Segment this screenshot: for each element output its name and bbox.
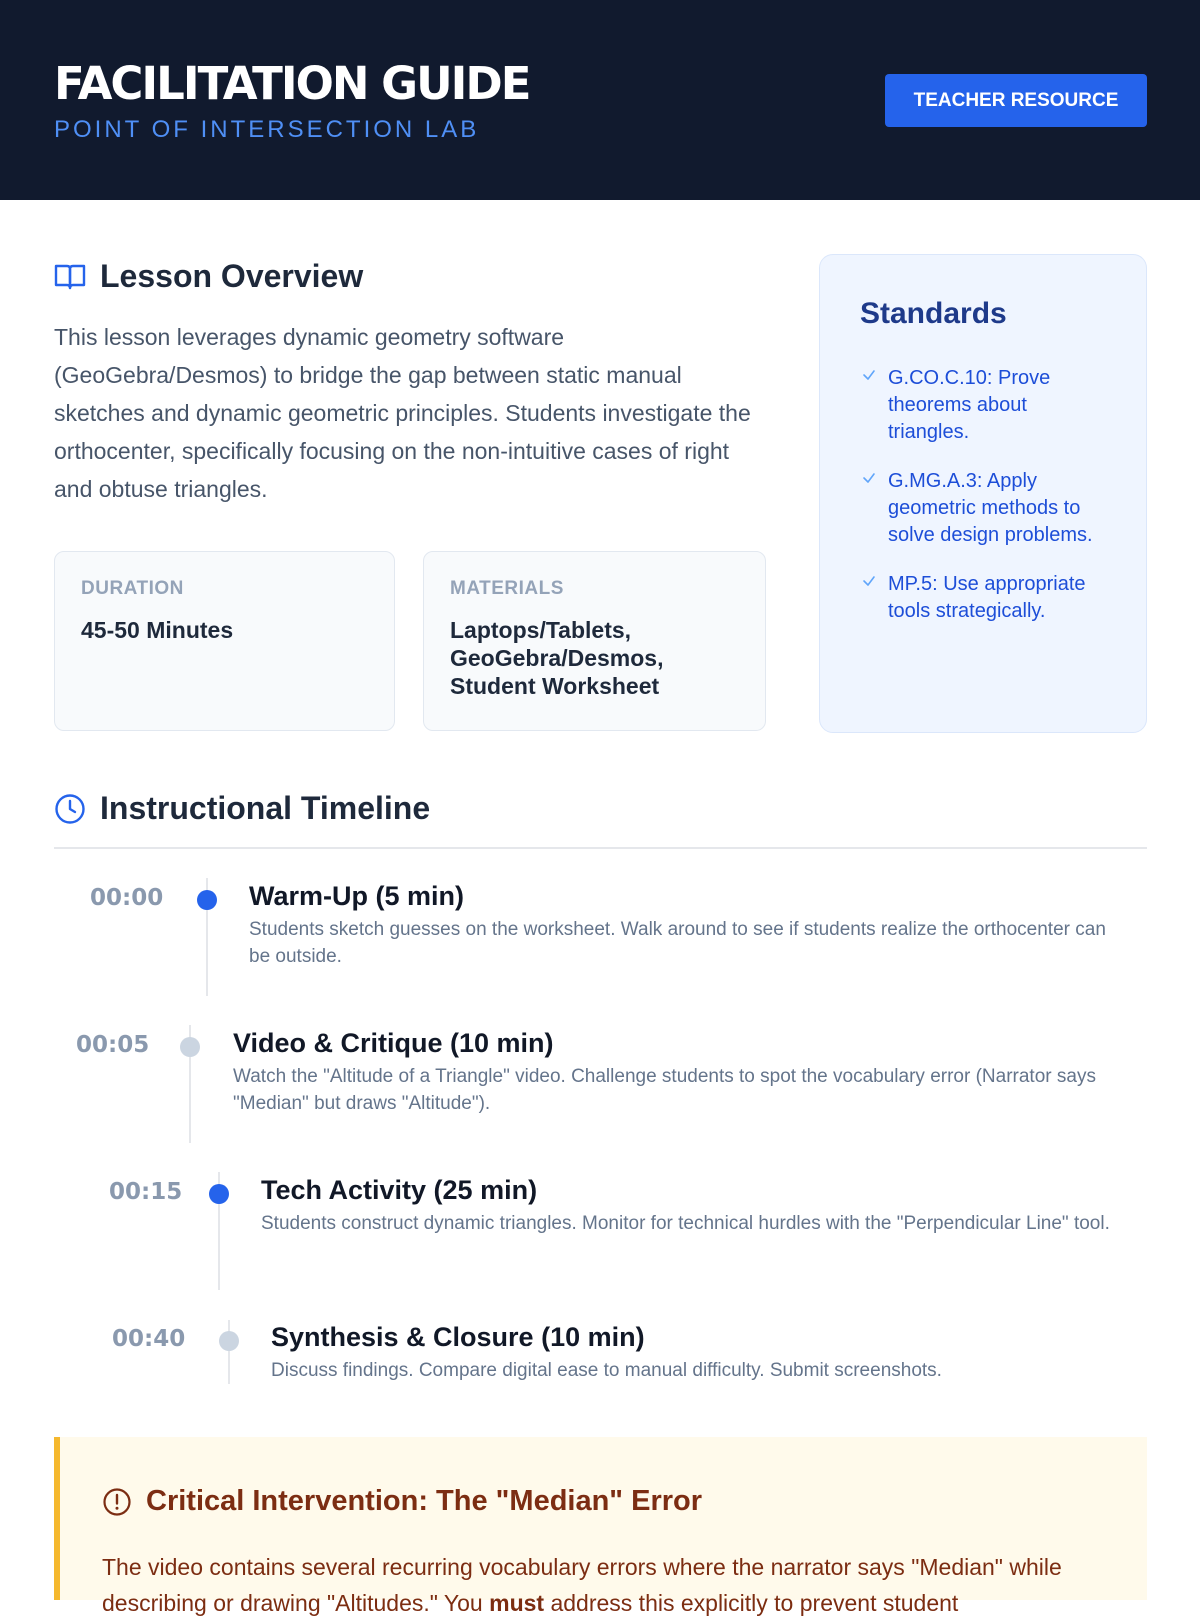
standards-title: Standards xyxy=(860,297,1007,330)
check-icon xyxy=(860,573,878,589)
standard-text: G.CO.C.10: Prove theorems about triangles. xyxy=(888,367,1051,443)
duration-card xyxy=(54,551,395,731)
standard-item xyxy=(860,365,1110,446)
duration-value: 45-50 Minutes xyxy=(81,617,234,643)
timeline-connector xyxy=(228,1320,230,1384)
materials-label: MATERIALS xyxy=(450,578,564,599)
alert-text-start: The video contains several recurring vocabulary errors where the narrator says "Median" while describing or drawing "Altitudes." You xyxy=(102,1554,1062,1616)
page-title: FACILITATION GUIDE xyxy=(54,57,530,110)
timeline-item-title: Tech Activity (25 min) xyxy=(261,1175,538,1205)
alert-circle-icon xyxy=(102,1487,132,1517)
timeline-item-title: Synthesis & Closure (10 min) xyxy=(271,1322,645,1352)
materials-card xyxy=(423,551,766,731)
standard-item xyxy=(860,468,1110,549)
book-icon xyxy=(54,263,86,291)
timeline-item-title: Warm-Up (5 min) xyxy=(249,881,464,911)
alert-text-emphasis: must xyxy=(489,1590,545,1616)
standard-text: MP.5: Use appropriate tools strategically. xyxy=(888,573,1086,622)
timeline-item-desc: Watch the "Altitude of a Triangle" video. Challenge students to spot the vocabulary error (Narrator says "Median" but draws "Altitude"). xyxy=(233,1066,1096,1114)
timeline-dot-inactive xyxy=(219,1331,239,1351)
timeline-time: 00:40 xyxy=(112,1326,186,1352)
timeline-time: 00:00 xyxy=(90,885,164,911)
page-subtitle: POINT OF INTERSECTION LAB xyxy=(54,116,480,143)
alert-text-end: address this explicitly to prevent student xyxy=(544,1590,959,1616)
standards-panel xyxy=(819,254,1147,733)
check-icon xyxy=(860,367,878,383)
materials-value: Laptops/Tablets, GeoGebra/Desmos, Student Worksheet xyxy=(450,617,664,699)
timeline-dot-active xyxy=(197,890,217,910)
timeline-title: Instructional Timeline xyxy=(100,790,431,826)
timeline-divider xyxy=(54,847,1147,849)
lesson-overview-title: Lesson Overview xyxy=(100,258,364,294)
standard-text: G.MG.A.3: Apply geometric methods to solve design problems. xyxy=(888,470,1093,546)
alert-title: Critical Intervention: The "Median" Error xyxy=(146,1485,703,1517)
duration-label: DURATION xyxy=(81,578,184,599)
teacher-resource-badge: TEACHER RESOURCE xyxy=(885,74,1147,127)
alert-heading xyxy=(102,1485,702,1518)
alert-body xyxy=(102,1549,1112,1621)
timeline-item-desc: Discuss findings. Compare digital ease to manual difficulty. Submit screenshots. xyxy=(271,1360,942,1381)
timeline-time: 00:15 xyxy=(109,1179,183,1205)
timeline-item-desc: Students sketch guesses on the worksheet. Walk around to see if students realize the orthocenter can be outside. xyxy=(249,919,1106,967)
timeline-item-desc: Students construct dynamic triangles. Monitor for technical hurdles with the "Perpendicular Line" tool. xyxy=(261,1213,1110,1234)
timeline-time: 00:05 xyxy=(76,1032,150,1058)
timeline-dot-active xyxy=(209,1184,229,1204)
overview-paragraph: This lesson leverages dynamic geometry software (GeoGebra/Desmos) to bridge the gap between static manual sketches and dynamic geometric principles. Students investigate the orthocenter, specifically focusing on the non-intuitive cases of right and obtuse triangles. xyxy=(54,324,751,502)
timeline-dot-inactive xyxy=(180,1037,200,1057)
page-header xyxy=(0,0,1200,200)
lesson-overview-heading xyxy=(54,258,363,295)
critical-intervention-callout xyxy=(54,1437,1147,1616)
check-icon xyxy=(860,470,878,486)
standard-item xyxy=(860,571,1110,625)
timeline-heading xyxy=(54,790,430,827)
timeline-item-title: Video & Critique (10 min) xyxy=(233,1028,554,1058)
clock-icon xyxy=(54,793,86,825)
